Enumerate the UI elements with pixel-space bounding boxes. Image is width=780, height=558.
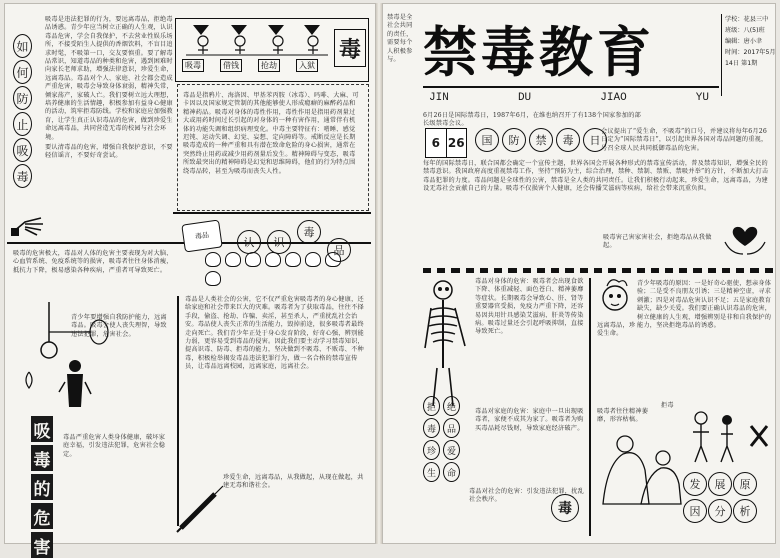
analysis-title (683, 472, 755, 523)
analysis-char: 展 (708, 472, 732, 496)
article-text: 禁毒是全社会共同的责任，需要每个人积极参与。 (387, 14, 413, 64)
article-text: 毒品对身体的危害：吸毒者会出现食欲下降、体重减轻、面色苍白、精神萎靡等症状。长期吸毒会导致心、肝、肾等重要器官受损，免疫力严重下降，还容易因共用针具感染艾滋病、肝炎等传染病。吸毒过量还会引起呼吸抑制，直接导致死亡。 (475, 278, 584, 336)
danger-title (31, 416, 53, 558)
comic-label: 吸毒 (182, 59, 204, 72)
comic-strip (175, 18, 369, 82)
renzhi-char: 认 (237, 230, 261, 254)
heart-hands-icon (721, 218, 769, 258)
dashed-rule (423, 268, 773, 273)
danger-char: 毒 (31, 445, 53, 471)
side-title-char: 如 (13, 34, 32, 58)
article-text: 吸毒害己害家害社会，拒绝毒品从我做起。 (603, 234, 712, 250)
drug-jar: 毒品 (181, 219, 223, 252)
guofang-char: 日 (583, 128, 607, 152)
slogan-char: 生 (423, 462, 440, 482)
side-title-char: 何 (13, 60, 32, 84)
skeleton-illustration (421, 278, 473, 408)
danger-char: 吸 (31, 416, 53, 442)
info-line: 编辑：唐小聿 (725, 38, 763, 45)
analysis-char: 原 (733, 472, 757, 496)
article-text: 毒品对家庭的危害：家庭中一旦出现吸毒者，家便不成其为家了。吸毒者为购买毒品耗尽钱财，导致家庭经济破产。 (475, 408, 584, 432)
calendar-day: 26 (447, 136, 465, 150)
side-title (13, 34, 32, 188)
slogan-char: 品 (443, 418, 460, 438)
article-text: 要认清毒品的危害，增强自我保护意识，不要轻信谣言，不要好奇尝试。 (45, 144, 173, 160)
danger-char: 的 (31, 474, 53, 500)
side-title-char: 止 (13, 112, 32, 136)
analysis-char: 发 (683, 472, 707, 496)
analysis-char: 析 (733, 499, 757, 523)
article-text: 吸毒者往往精神萎靡，形容枯槁。 (597, 408, 649, 424)
info-line: 时间：2017年5月 (725, 49, 776, 56)
slogan-char: 毒 (423, 418, 440, 438)
article-text: 吸毒的危害极大，毒品对人体的危害主要表现为对大脑、心血管系统、免疫系统等的损害，吸毒者往往身体消瘦，抵抗力下降，极易感染各种疾病，严重者可导致死亡。 (13, 250, 173, 274)
newspaper-sheet (4, 3, 776, 558)
article-text: 珍爱生命，远离毒品，从我做起，从现在做起，共建无毒和谐社会。 (223, 474, 364, 490)
guofang-title (475, 128, 607, 152)
right-page (382, 3, 776, 544)
article-text: 毒品严重危害人类身体健康，破坏家庭幸福，引发违法犯罪，危害社会稳定。 (63, 434, 166, 458)
pinyin: DU (517, 92, 532, 104)
article-text: 毒品对社会的危害：引发违法犯罪，扰乱社会秩序。 (469, 488, 584, 504)
divider (173, 212, 371, 214)
renzhi-char: 品 (327, 238, 351, 262)
danger-char: 害 (31, 532, 53, 558)
article-text: 会议提出了“爱生命，不吸毒”的口号，并建议将每年6月26日定为“国际禁毒日”，以引起世界各国对毒品问题的重视，号召全球人民共同抵御毒品的危害。 (601, 128, 768, 152)
article-text: 拒毒 (661, 402, 674, 409)
article-text: 毒品是指鸦片、海洛因、甲基苯丙胺（冰毒）、吗啡、大麻、可卡因以及国家规定管制的其他能够使人形成瘾癖的麻醉药品和精神药品。吸毒对身体的毒性作用，毒性作用是指用药剂量过大或用药时间过长引起的对身体的一种有害作用，通常伴有机体的功能失调和组织病理变化。中毒主要特征有：嗜睡、感觉迟钝、运动失调、幻觉、妄想、定向障碍等。戒断反应是长期吸毒造成的一种严重和具有潜在致命危险的身心损害，通常在突然终止用药或减少用药剂量后发生。精神障碍与变态，吸毒所致最突出的精神障碍是幻觉和思维障碍，他们的行为特点围绕毒品转，甚至为吸毒而丧失人性。 (183, 92, 359, 175)
guofang-char: 国 (475, 128, 499, 152)
danger-char: 危 (31, 503, 53, 529)
vertical-slogan (423, 396, 461, 482)
guofang-char: 防 (502, 128, 526, 152)
comic-label: 抢劫 (258, 59, 280, 72)
slogan-char: 爱 (443, 440, 460, 460)
divider (589, 278, 591, 536)
figures-cross-illustration (681, 406, 773, 466)
calendar-day: 6 (426, 129, 447, 157)
du-stamp: 毒 (334, 29, 366, 67)
renzhi-title (237, 226, 351, 262)
page-title: 禁毒教育 (423, 20, 655, 84)
article-text: 每年的国际禁毒日，联合国都会确定一个宣传主题，世界各国会开展各种形式的禁毒宣传活动，普及禁毒知识，增强全民的禁毒意识。我国政府高度重视禁毒工作，坚持“预防为主，综合治理，禁种、禁制、禁贩、禁吸并举”的方针，不断加大打击毒品犯罪的力度。毒品问题是全球性的公害，禁毒是全人类的共同责任。让我们积极行动起来，珍爱生命，远离毒品，为建设无毒社会贡献自己的力量。吸毒不仅损害个人健康，还会传播艾滋病等疾病，给社会带来沉重负担。 (423, 160, 769, 193)
smoke-face-illustration (597, 276, 633, 318)
article-text: 青少年要增强自我防护能力，远离毒品。吸毒会使人丧失理智，导致违法犯罪，危害社会。 (71, 314, 167, 338)
comic-labels (182, 59, 318, 72)
analysis-char: 分 (708, 499, 732, 523)
comic-label: 借钱 (220, 59, 242, 72)
pinyin: JIAO (600, 92, 627, 104)
calendar-icon (425, 128, 467, 158)
info-box (721, 14, 777, 96)
hand-illustration (11, 212, 49, 238)
info-line: 学校：花县三中 (725, 16, 769, 23)
title-underline (423, 86, 719, 88)
side-title-char: 防 (13, 86, 32, 110)
article-text: 远离毒品，珍爱生命。 (597, 322, 636, 338)
article-text: 6月26日是国际禁毒日，1987年6月，在维也纳召开了有138个国家参加的部长级禁毒会议。 (423, 112, 641, 128)
pinyin: YU (695, 92, 709, 104)
slogan-char: 拒 (423, 396, 440, 416)
article-text: 毒品是人类社会的公害，它不仅严重危害吸毒者的身心健康，还给家庭和社会带来巨大的灾难。吸毒者为了获取毒品，往往不择手段，偷盗、抢劫、诈骗、卖淫，甚至杀人，严重扰乱社会治安。毒品使人丧失正常的生活能力，毁掉前途，很多吸毒者最终走向死亡。我们青少年正处于身心发育阶段，好奇心强，辨别能力弱，更容易受到毒品的侵害。因此我们要主动学习禁毒知识，提高识毒、防毒、拒毒的能力，坚决做到不吸毒、不贩毒、不种毒，积极检举揭发毒品违法犯罪行为，做一名合格的禁毒宣传员，让毒品远离校园，远离家庭，远离社会。 (185, 296, 364, 371)
renzhi-char: 毒 (297, 220, 321, 244)
info-line: 班级：八(5)班 (725, 27, 765, 34)
pinyin: JIN (429, 92, 449, 104)
left-page (4, 3, 376, 558)
no-drug-stamp: 毒 (551, 494, 579, 522)
renzhi-char: 识 (267, 230, 291, 254)
guofang-char: 毒 (556, 128, 580, 152)
skull-icon (205, 252, 221, 267)
comic-label: 入狱 (296, 59, 318, 72)
guofang-char: 禁 (529, 128, 553, 152)
side-title-char: 毒 (13, 164, 32, 188)
syringe-icon (175, 482, 225, 534)
article-text: 吸毒是违法犯罪的行为，要远离毒品，拒绝毒品诱惑。青少年应当树立正确的人生观，认识毒品危害，学会自我保护，不去营业性娱乐场所，不接受陌生人提供的香烟饮料，不盲目追求时髦，不吸第一口，交友要慎重。要了解毒品常识，知道毒品的种类和危害，遇到困难时向家长老师求助，增强法律意识，珍爱生命，远离毒品。毒品对个人、家庭、社会都会造成严重危害，吸毒会导致身体衰弱，精神失常，倾家荡产，家破人亡。我们要树立远大理想，培养健康的生活情趣，积极参加有益身心健康的活动，筑牢拒毒防线。学校和家庭应加强教育，让学生真正认识毒品的危害，做到珍爱生命远离毒品，共同营造无毒的校园与社会环境。 (45, 16, 173, 141)
skull-icon (205, 271, 221, 286)
pinyin-row (429, 92, 709, 104)
side-title-char: 吸 (13, 138, 32, 162)
slogan-char: 绝 (443, 396, 460, 416)
slogan-char: 珍 (423, 440, 440, 460)
info-line: 14日 第1期 (725, 60, 758, 67)
article-text: 青少年吸毒的原因：一是好奇心驱使，想亲身体验；二是受不良朋友引诱；三是精神空虚，寻求刺激；四是对毒品危害认识不足；五是家庭教育缺失，缺少关爱。我们要正确认识毒品的危害，树立健康的人生观，增强辨别是非和自我保护的能力，坚决拒绝毒品的诱惑。 (637, 280, 772, 330)
analysis-char: 因 (683, 499, 707, 523)
slogan-char: 命 (443, 462, 460, 482)
